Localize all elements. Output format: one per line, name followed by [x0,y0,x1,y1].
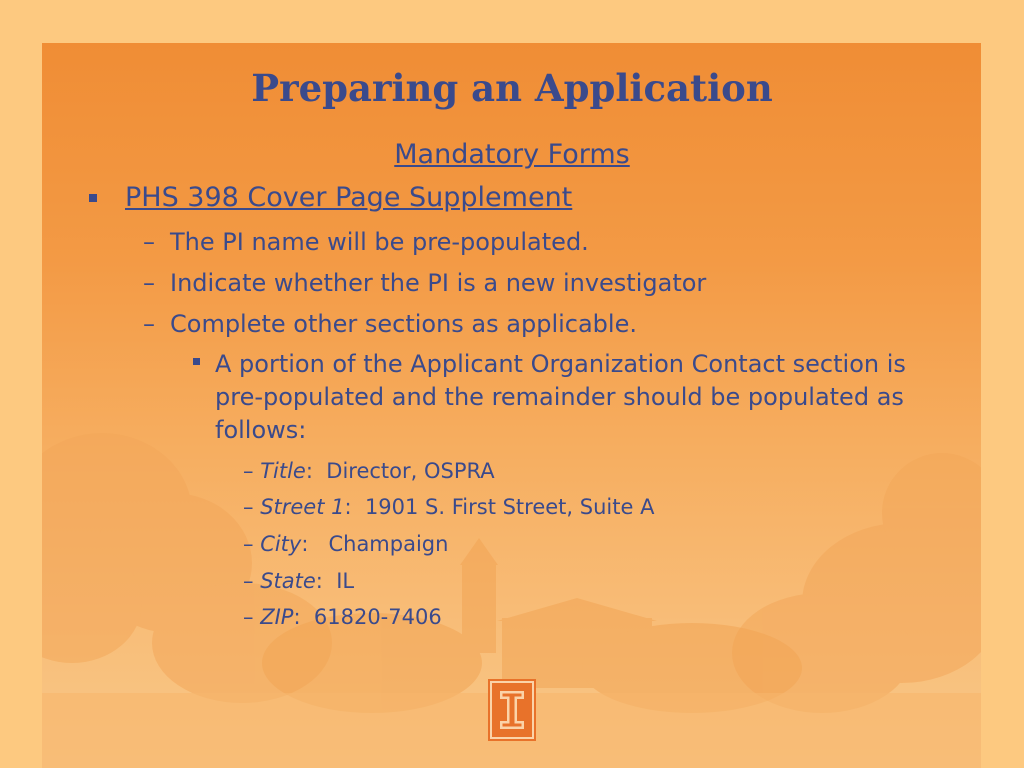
field-label: Street 1 [260,495,345,519]
sub-item-new-investigator: Indicate whether the PI is a new investigator [170,269,707,297]
dash-marker: – [143,228,155,256]
field-separator: : [301,532,329,556]
block-i-logo-icon [488,679,536,741]
dash-marker: – [243,569,254,593]
field-row-street [243,494,654,520]
field-value: 61820-7406 [313,605,442,629]
field-row-zip [243,604,442,630]
field-separator: : [305,459,327,483]
field-label: ZIP [260,605,294,629]
field-value: 1901 S. First Street, Suite A [364,495,655,519]
field-value: Champaign [328,532,449,556]
field-row-state [243,568,354,594]
nested-bullet-org-contact: A portion of the Applicant Organization Contact section is pre-populated and the remainder should be populated as follows: [215,350,906,444]
field-label: City [260,532,302,556]
dash-marker: – [243,495,254,519]
sub-item-pi-name: The PI name will be pre-populated. [170,228,589,256]
dash-marker: – [243,605,254,629]
field-separator: : [293,605,314,629]
slide-title: Preparing an Application [251,66,773,110]
field-row-city [243,531,448,557]
field-value: IL [336,569,355,593]
field-separator: : [344,495,365,519]
dash-marker: – [243,532,254,556]
field-label: State [260,569,316,593]
dash-marker: – [143,310,155,338]
square-bullet-icon [193,358,200,365]
field-separator: : [315,569,337,593]
slide-subtitle: Mandatory Forms [394,139,630,170]
dash-marker: – [243,459,254,483]
field-label: Title [260,459,306,483]
field-value: Director, OSPRA [326,459,495,483]
dash-marker: – [143,269,155,297]
sub-item-other-sections: Complete other sections as applicable. [170,310,637,338]
bullet-phs-398: PHS 398 Cover Page Supplement [125,182,573,213]
square-bullet-icon [89,194,97,202]
field-row-title [243,458,495,484]
